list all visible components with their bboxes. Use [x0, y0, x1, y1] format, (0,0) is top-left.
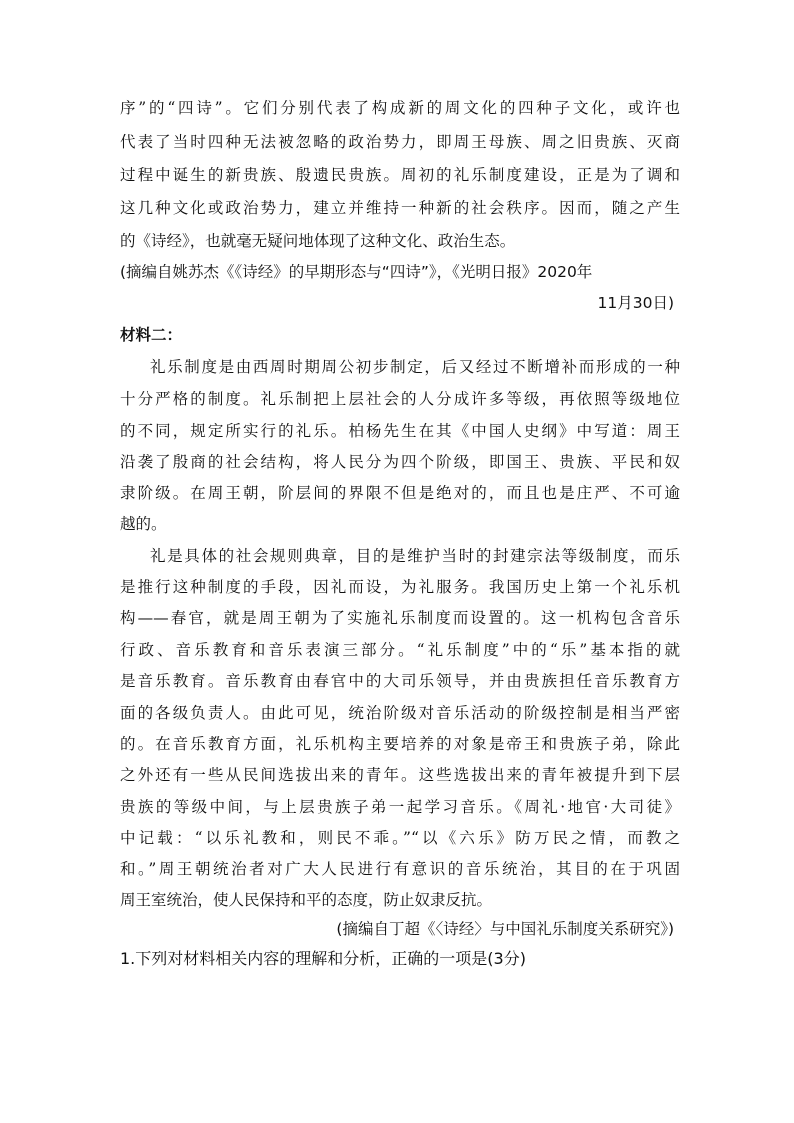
- material2-para2-line-5: 是音乐教育。音乐教育由春官中的大司乐领导，并由贵族担任音乐教育方: [120, 672, 680, 690]
- material2-para1-line-5: 隶阶级。在周王朝，阶层间的界限不但是绝对的，而且也是庄严、不可逾: [120, 484, 680, 502]
- material2-para2-line-6: 面的各级负责人。由此可见，统治阶级对音乐活动的阶级控制是相当严密: [120, 704, 680, 722]
- material2-para2-line-8: 之外还有一些从民间选拔出来的青年。这些选拔出来的青年被提升到下层: [120, 766, 680, 784]
- material2-para2-line-12: 周王室统治，使人民保持和平的态度，防止奴隶反抗。: [120, 891, 493, 909]
- material2-para1-line-4: 沿袭了殷商的社会结构，将人民分为四个阶级，即国王、贵族、平民和奴: [120, 453, 680, 471]
- material1-line-1: 序”的“四诗”。它们分别代表了构成新的周文化的四种子文化，或许也: [120, 99, 680, 117]
- material2-para2-line-10: 中记载：“以乐礼教和，则民不乖。”“以《六乐》防万民之情，而教之: [120, 829, 680, 847]
- material1-line-4: 这几种文化或政治势力，建立并维持一种新的社会秩序。因而，随之产生: [120, 199, 680, 217]
- material2-heading: 材料二：: [120, 326, 183, 344]
- material2-para2-line-1: 礼是具体的社会规则典章，目的是维护当时的封建宗法等级制度，而乐: [150, 547, 680, 565]
- material1-line-3: 过程中诞生的新贵族、殷遗民贵族。周初的礼乐制度建设，正是为了调和: [120, 166, 680, 184]
- material2-para2-line-3: 构——春官，就是周王朝为了实施礼乐制度而设置的。这一机构包含音乐: [120, 609, 680, 627]
- material2-para2-line-4: 行政、音乐教育和音乐表演三部分。“礼乐制度”中的“乐”基本指的就: [120, 641, 680, 659]
- material1-source-line-2: 11月30日): [597, 294, 674, 312]
- material2-para2-line-9: 贵族的等级中间，与上层贵族子弟一起学习音乐。《周礼·地官·大司徒》: [120, 798, 680, 816]
- material1-line-2: 代表了当时四种无法被忽略的政治势力，即周王母族、周之旧贵族、灭商: [120, 133, 680, 151]
- material2-para1-line-6: 越的。: [120, 515, 167, 533]
- material2-para2-line-11: 和。”周王朝统治者对广大人民进行有意识的音乐统治，其目的在于巩固: [120, 860, 680, 878]
- material1-line-5: 的《诗经》，也就毫无疑问地体现了这种文化、政治生态。: [120, 232, 516, 250]
- material2-para1-line-3: 的不同，规定所实行的礼乐。柏杨先生在其《中国人史纲》中写道：周王: [120, 422, 680, 440]
- material2-para1-line-2: 十分严格的制度。礼乐制把上层社会的人分成许多等级，再依照等级地位: [120, 390, 680, 408]
- material2-source: (摘编自丁超《〈诗经〉与中国礼乐制度关系研究》): [336, 920, 674, 938]
- question-1: 1.下列对材料相关内容的理解和分析，正确的一项是(3分): [120, 949, 526, 968]
- material2-para2-line-2: 是推行这种制度的手段，因礼而设，为礼服务。我国历史上第一个礼乐机: [120, 578, 680, 596]
- material1-source-line-1: (摘编自姚苏杰《《诗经》的早期形态与“四诗”》，《光明日报》2020年: [120, 263, 593, 281]
- material2-para2-line-7: 的。在音乐教育方面，礼乐机构主要培养的对象是帝王和贵族子弟，除此: [120, 735, 680, 753]
- material2-para1-line-1: 礼乐制度是由西周时期周公初步制定，后又经过不断增补而形成的一种: [150, 358, 680, 376]
